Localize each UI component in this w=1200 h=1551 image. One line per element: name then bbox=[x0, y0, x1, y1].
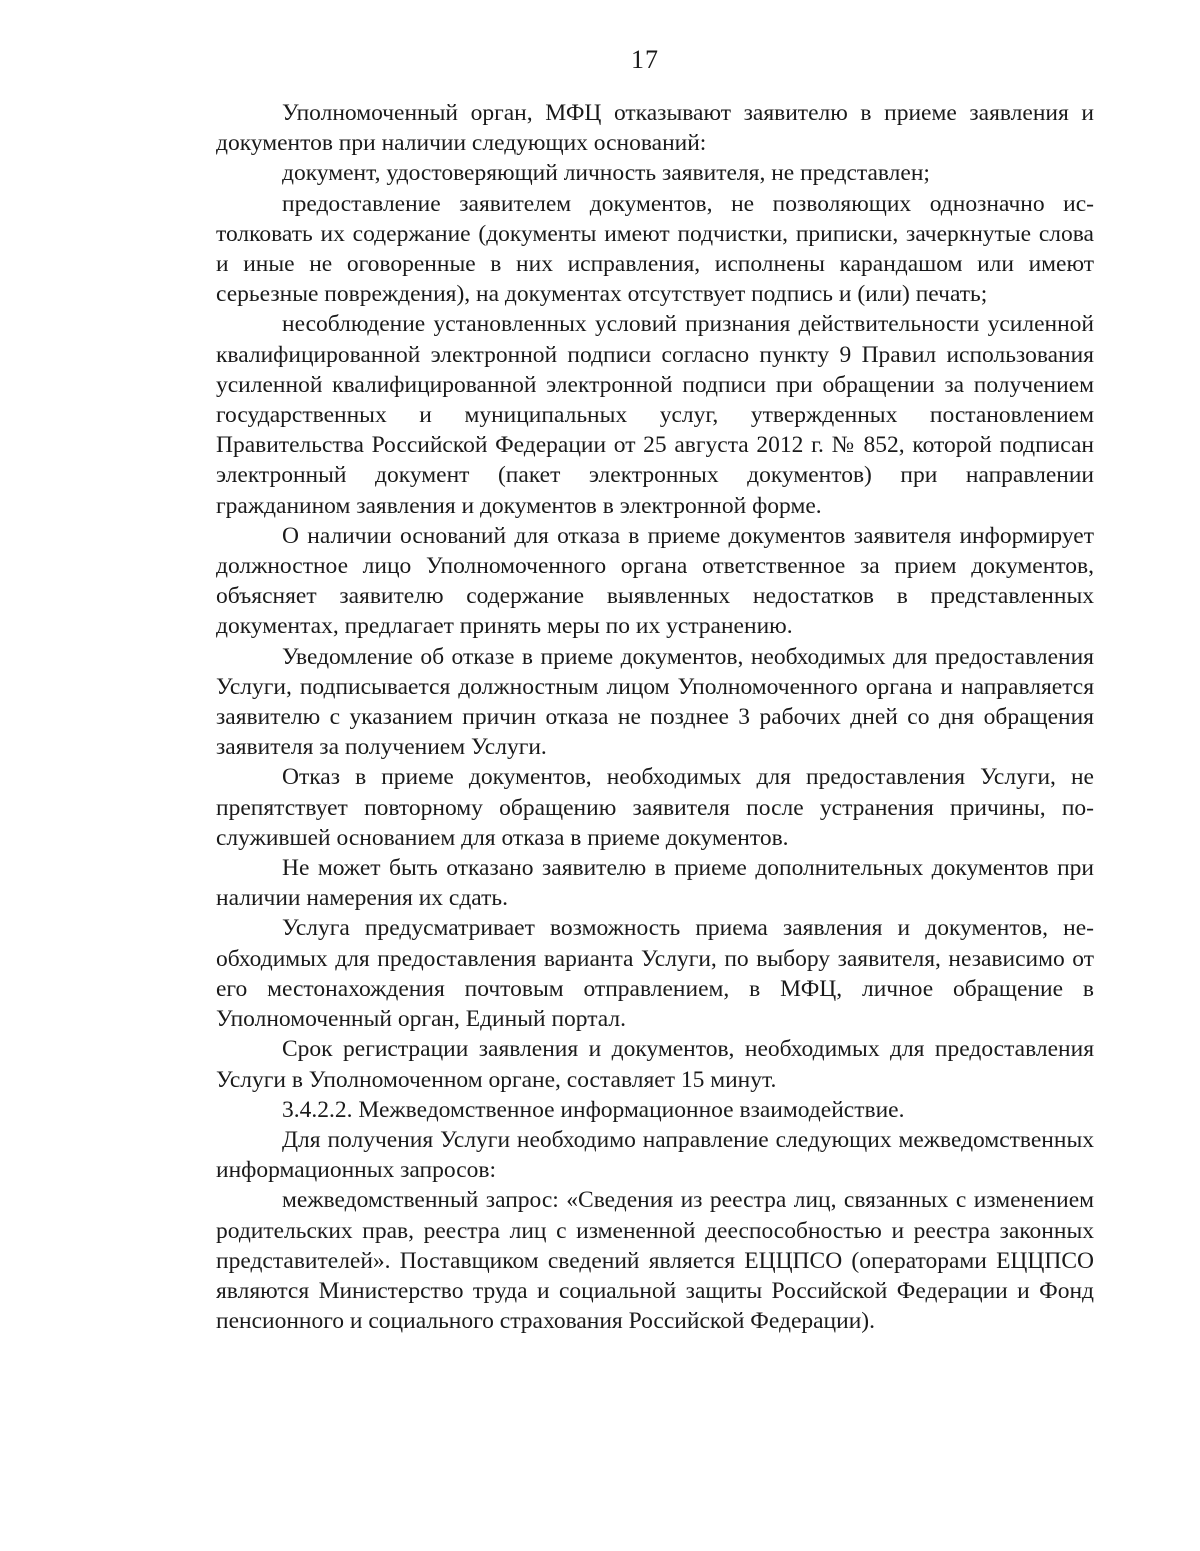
paragraph-electronic-signature: несоблюдение установленных условий признания действительности усиленной квалифицированной электронной подписи согласно пункту 9 Правил использования усиленной квалифицированной электронной подписи при обращении за получением государственных и муниципальных услуг, утвержденных постановлением Правительства Российской Федерации от 25 августа 2012 г. № 852, которой подписан электронный документ (пакет электронных документов) при направлении гражданином заявления и документов в электронной форме. bbox=[216, 311, 1094, 519]
section-heading-interagency: 3.4.2.2. Межведомственное информационное взаимодействие. bbox=[282, 1096, 905, 1123]
paragraph-interagency-requests: Для получения Услуги необходимо направление следующих межведомственных информационных запросов: bbox=[216, 1126, 1094, 1184]
paragraph-ambiguous-documents: предоставление заявителем документов, не позволяющих однозначно истолковать их содержание (документы имеют подчистки, приписки, зачеркнутые слова и иные не оговоренные в них исправления, исполнены карандашом или имеют серьезные повреждения), на документах отсутствует подпись и (или) печать; bbox=[216, 190, 1094, 308]
paragraph-interagency-request-detail: межведомственный запрос: «Сведения из реестра лиц, связанных с изменением родительских прав, реестра лиц с измененной дееспособностью и реестра законных представителей». Поставщиком сведений является ЕЦЦПСО (операторами ЕЦЦПСО являются Министерство труда и социальной защиты Российской Федерации и Фонд пенсионного и социального страхования Российской Федерации). bbox=[216, 1187, 1094, 1335]
paragraph-additional-documents: Не может быть отказано заявителю в приеме дополнительных документов при наличии намерения их сдать. bbox=[216, 855, 1094, 912]
paragraph-registration-term: Срок регистрации заявления и документов, необходимых для предоставления Услуги в Уполномоченном органе, составляет 15 минут. bbox=[216, 1036, 1094, 1093]
page-number: 17 bbox=[631, 45, 659, 74]
paragraph-no-identity-document: документ, удостоверяющий личность заявителя, не представлен; bbox=[282, 160, 930, 187]
document-body bbox=[216, 98, 1094, 1336]
paragraph-refusal-notice: Уведомление об отказе в приеме документов, необходимых для предоставления Услуги, подписывается должностным лицом Уполномоченного органа и направляется заявителю с указанием причин отказа не позднее 3 рабочих дней со дня обращения заявителя за получением Услуги. bbox=[216, 643, 1094, 761]
paragraph-inform-applicant: О наличии оснований для отказа в приеме документов заявителя информирует должностное лицо Уполномоченного органа ответственное за прием документов, объясняет заявителю содержание выявленных недостатков в представленных документах, предлагает принять меры по их устранению. bbox=[216, 522, 1094, 640]
paragraph-refusal-intro: Уполномоченный орган, МФЦ отказывают заявителю в приеме заявления и документов при наличии следующих оснований: bbox=[216, 100, 1094, 157]
paragraph-repeat-application: Отказ в приеме документов, необходимых для предоставления Услуги, не препятствует повторному обращению заявителя после устранения причины, послужившей основанием для отказа в приеме документов. bbox=[216, 764, 1094, 851]
paragraph-submission-methods: Услуга предусматривает возможность приема заявления и документов, необходимых для предоставления варианта Услуги, по выбору заявителя, независимо от его местонахождения почтовым отправлением, в МФЦ, личное обращение в Уполномоченный орган, Единый портал. bbox=[216, 915, 1094, 1033]
